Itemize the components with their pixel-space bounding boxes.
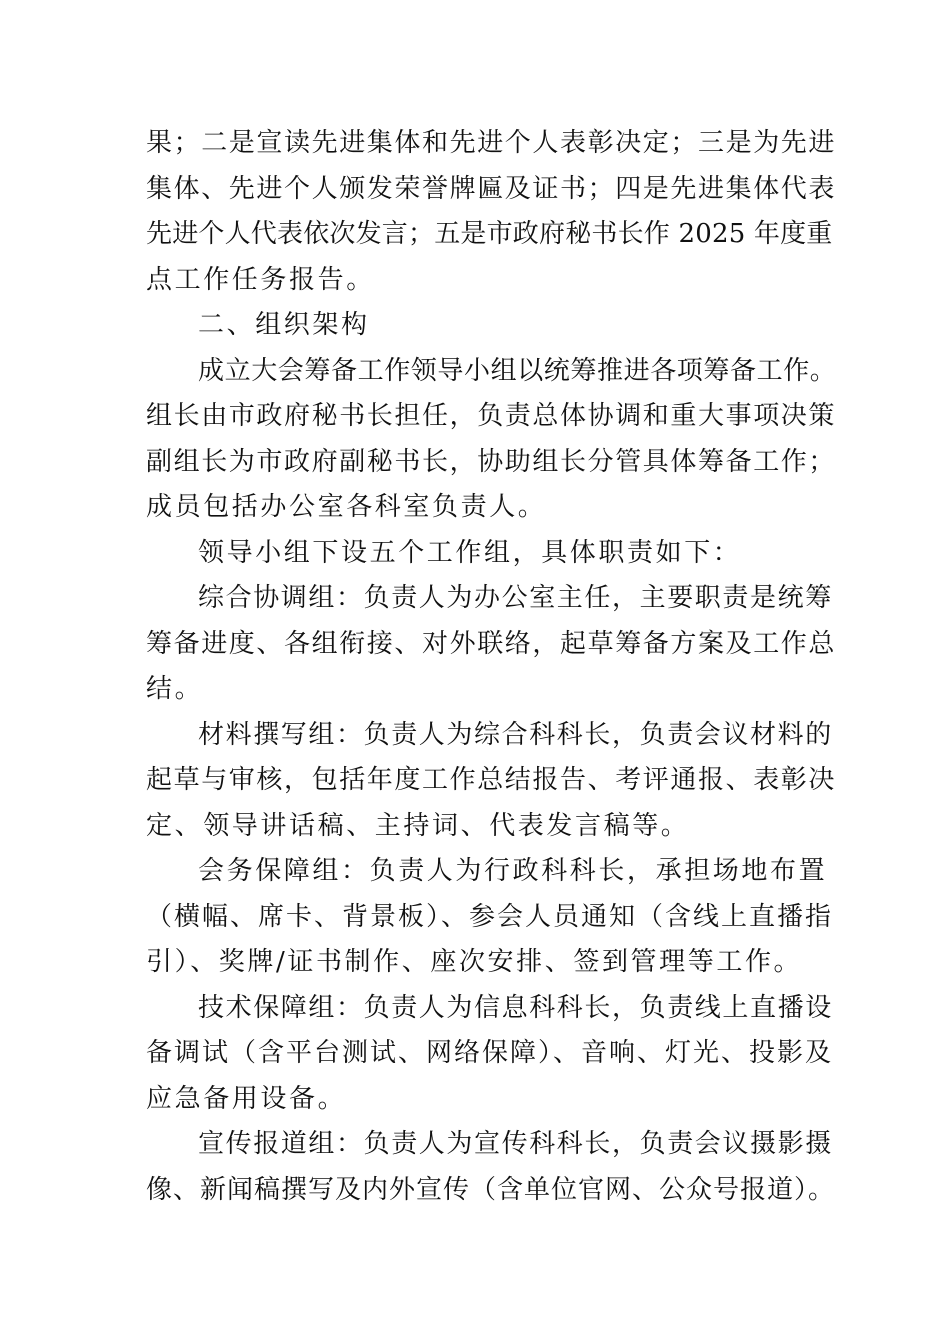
text-line: 集体、先进个人颁发荣誉牌匾及证书；四是先进集体代表 <box>146 173 837 204</box>
text-line: 二、组织架构 <box>198 310 370 340</box>
text-line: 宣传报道组：负责人为宣传科科长，负责会议摄影摄 <box>198 1129 833 1159</box>
text-line: 材料撰写组：负责人为综合科科长，负责会议材料的 <box>198 719 833 750</box>
text-line: 组长由市政府秘书长担任，负责总体协调和重大事项决策 <box>146 401 837 431</box>
text-line: 备调试（含平台测试、网络保障）、音响、灯光、投影及 <box>146 1038 834 1068</box>
text-line: 应急备用设备。 <box>146 1083 347 1114</box>
text-line: 点工作任务报告。 <box>146 264 375 295</box>
document-body <box>146 121 837 1213</box>
text-line: 起草与审核，包括年度工作总结报告、考评通报、表彰决 <box>146 765 837 795</box>
text-line: 综合协调组：负责人为办公室主任，主要职责是统筹 <box>198 583 833 613</box>
text-line: 筹备进度、各组衔接、对外联络，起草筹备方案及工作总 <box>146 628 837 659</box>
text-line: 引）、奖牌/证书制作、座次安排、签到管理等工作。 <box>146 947 803 977</box>
text-line: 果；二是宣读先进集体和先进个人表彰决定；三是为先进 <box>146 128 837 158</box>
text-line: 成员包括办公室各科室负责人。 <box>146 492 547 522</box>
text-line: 结。 <box>146 674 204 704</box>
text-line: （横幅、席卡、背景板）、参会人员通知（含线上直播指 <box>146 901 834 932</box>
text-line: 成立大会筹备工作领导小组以统筹推进各项筹备工作。 <box>198 355 837 386</box>
text-line: 领导小组下设五个工作组，具体职责如下： <box>198 537 742 568</box>
text-line: 技术保障组：负责人为信息科科长，负责线上直播设 <box>198 992 833 1023</box>
text-line: 像、新闻稿撰写及内外宣传（含单位官网、公众号报道）。 <box>146 1174 836 1205</box>
text-line: 先进个人代表依次发言；五是市政府秘书长作 2025 年度重 <box>146 219 833 249</box>
text-line: 定、领导讲话稿、主持词、代表发言稿等。 <box>146 810 690 841</box>
text-line: 会务保障组：负责人为行政科科长，承担场地布置 <box>198 856 828 886</box>
text-line: 副组长为市政府副秘书长，协助组长分管具体筹备工作； <box>146 446 837 477</box>
